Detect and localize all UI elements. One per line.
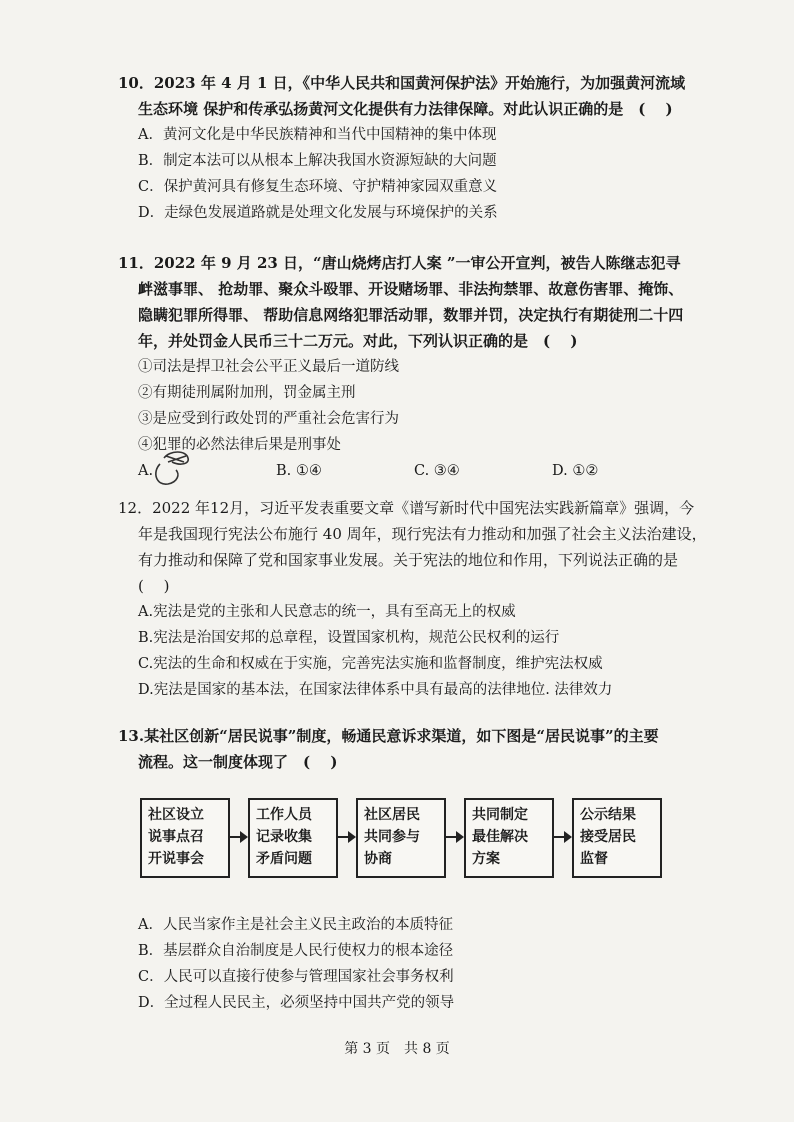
handwritten-scribble-icon [150, 448, 194, 488]
question-12-option-d: D.宪法是国家的基本法，在国家法律体系中具有最高的法律地位. 法律效力 [138, 682, 613, 698]
question-10-option-c: C．保护黄河具有修复生态环境、守护精神家园双重意义 [138, 179, 498, 195]
question-10 [118, 70, 708, 226]
question-10-option-b: B．制定本法可以从根本上解决我国水资源短缺的大问题 [138, 153, 497, 169]
question-11-options [118, 458, 708, 484]
flow-step-text: 开说事会 [148, 851, 204, 867]
question-11-statement-3: ③是应受到行政处罚的严重社会危害行为 [138, 411, 399, 427]
question-12-option-c: C.宪法的生命和权威在于实施，完善宪法实施和监督制度，维护宪法权威 [138, 656, 603, 672]
question-13-stem-line: 流程。这一制度体现了 ( ) [138, 753, 338, 771]
question-11-stem-line: 衅滋事罪、 抢劫罪、聚众斗殴罪、开设赌场罪、非法拘禁罪、故意伤害罪、掩饰、 [138, 280, 684, 298]
question-12-stem-line: 12．2022 年12月，习近平发表重要文章《谱写新时代中国宪法实践新篇章》强调，今 [118, 499, 695, 517]
flow-step-text: 接受居民 [580, 829, 636, 845]
flow-step-text: 记录收集 [256, 829, 312, 845]
question-13 [118, 723, 708, 775]
question-12-option-a: A.宪法是党的主张和人民意志的统一，具有至高无上的权威 [138, 604, 516, 620]
flow-step-2 [248, 798, 338, 878]
question-11-stem-line: 隐瞒犯罪所得罪、 帮助信息网络犯罪活动罪，数罪并罚，决定执行有期徒刑二十四 [138, 306, 684, 324]
question-11-option-d: D. ①② [552, 463, 599, 479]
question-13-option-c: C．人民可以直接行使参与管理国家社会事务权利 [138, 969, 454, 985]
question-12 [118, 495, 708, 703]
flow-step-text: 协商 [364, 851, 392, 867]
question-10-option-a: A．黄河文化是中华民族精神和当代中国精神的集中体现 [138, 127, 497, 143]
flow-step-text: 方案 [472, 851, 500, 867]
question-11-statement-1: ①司法是捍卫社会公平正义最后一道防线 [138, 359, 399, 375]
question-11 [118, 250, 708, 484]
question-11-stem-line: 年，并处罚金人民币三十二万元。对此，下列认识正确的是 ( ) [138, 332, 578, 350]
flow-step-text: 共同参与 [364, 829, 420, 845]
question-13-option-b: B．基层群众自治制度是人民行使权力的根本途径 [138, 943, 454, 959]
question-13-option-d: D．全过程人民民主，必须坚持中国共产党的领导 [138, 995, 455, 1011]
flow-step-text: 说事点召 [148, 829, 204, 845]
question-10-stem-line: 10．2023 年 4 月 1 日，《中华人民共和国黄河保护法》开始施行，为加强黄河流域 [118, 74, 686, 92]
flow-arrow-icon [446, 836, 462, 838]
question-13-stem-line: 13.某社区创新“居民说事”制度，畅通民意诉求渠道，如下图是“居民说事”的主要 [118, 727, 659, 745]
flow-arrow-icon [554, 836, 570, 838]
flow-step-5 [572, 798, 662, 878]
question-10-option-d: D．走绿色发展道路就是处理文化发展与环境保护的关系 [138, 205, 498, 221]
flow-step-4 [464, 798, 554, 878]
question-13-option-a: A．人民当家作主是社会主义民主政治的本质特征 [138, 917, 453, 933]
flow-step-text: 社区居民 [364, 807, 420, 823]
question-11-statement-2: ②有期徒刑属附加刑，罚金属主刑 [138, 385, 356, 401]
process-flowchart [140, 798, 660, 888]
question-11-stem-line: 11．2022 年 9 月 23 日，“唐山烧烤店打人案 ”一审公开宣判，被告人陈继志犯寻 [118, 254, 681, 272]
question-12-option-b: B.宪法是治国安邦的总章程，设置国家机构，规范公民权利的运行 [138, 630, 560, 646]
flow-step-1 [140, 798, 230, 878]
question-11-option-c: C. ③④ [414, 463, 460, 479]
question-11-option-b: B. ①④ [276, 463, 322, 479]
flow-step-text: 共同制定 [472, 807, 528, 823]
flow-step-3 [356, 798, 446, 878]
question-11-statement-4: ④犯罪的必然法律后果是刑事处 [138, 437, 341, 453]
flow-arrow-icon [230, 836, 246, 838]
flow-step-text: 工作人员 [256, 807, 312, 823]
flow-step-text: 最佳解决 [472, 829, 528, 845]
question-12-stem-line: 有力推动和保障了党和国家事业发展。关于宪法的地位和作用，下列说法正确的是 [138, 551, 679, 569]
flow-step-text: 监督 [580, 851, 608, 867]
question-12-stem-line: ( ) [138, 577, 170, 595]
page-footer: 第 3 页 共 8 页 [344, 1041, 450, 1057]
flow-step-text: 社区设立 [148, 807, 204, 823]
question-11-option-a: A. [138, 463, 154, 479]
question-13-options [118, 912, 708, 1016]
question-10-stem-line: 生态环境 保护和传承弘扬黄河文化提供有力法律保障。对此认识正确的是 ( ) [138, 100, 673, 118]
flow-arrow-icon [338, 836, 354, 838]
flow-step-text: 矛盾问题 [256, 851, 312, 867]
question-12-stem-line: 年是我国现行宪法公布施行 40 周年，现行宪法有力推动和加强了社会主义法治建设， [138, 525, 707, 543]
flow-step-text: 公示结果 [580, 807, 636, 823]
